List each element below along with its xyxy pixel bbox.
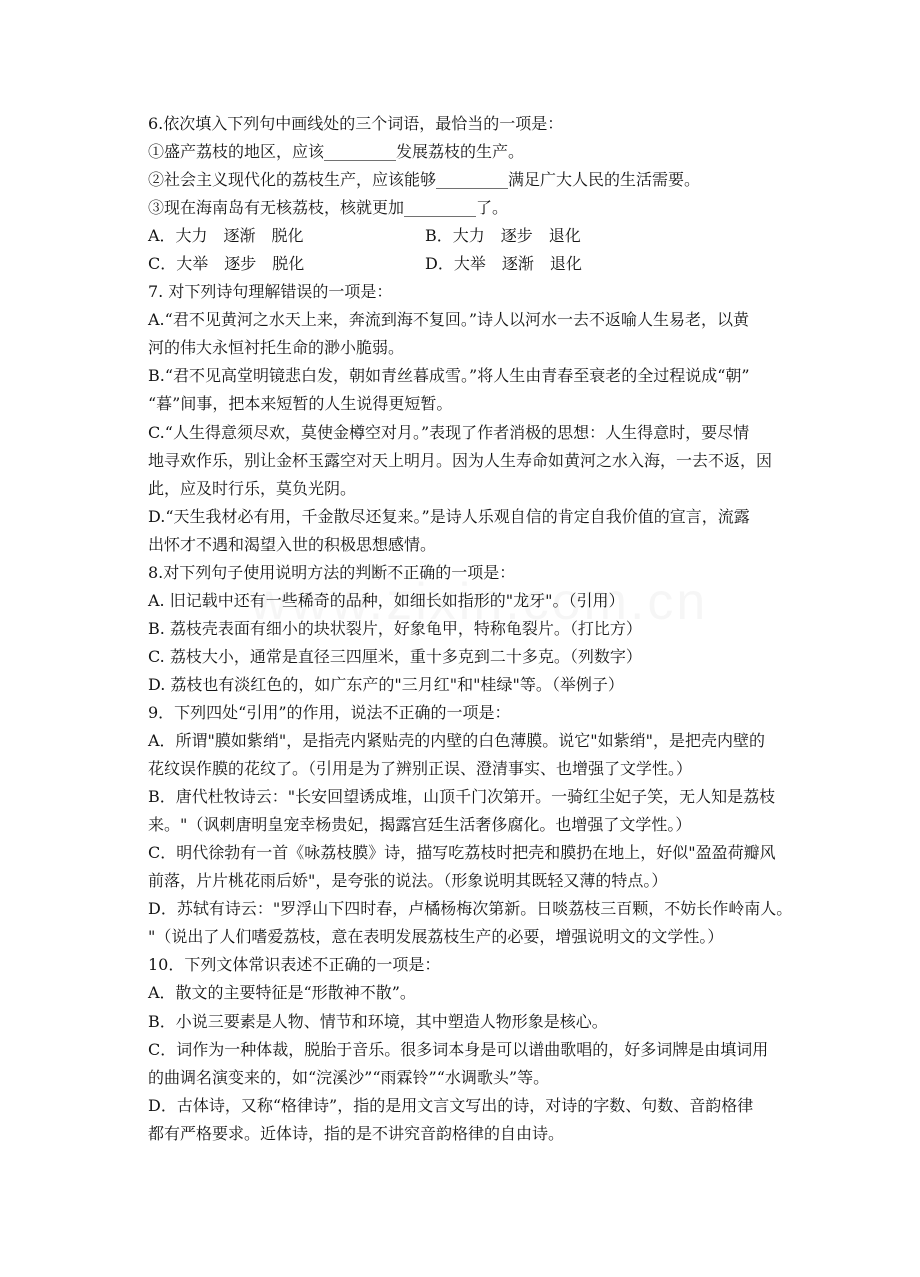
- option-choice: C．大举 逐步 脱化: [148, 254, 305, 274]
- option-line: C.“人生得意须尽欢，莫使金樽空对月。”表现了作者消极的思想：人生得意时，要尽情: [148, 422, 750, 442]
- option-row: [148, 250, 808, 278]
- option-block: [148, 979, 808, 1007]
- option-block: [148, 362, 808, 418]
- option-choice: A．大力 逐渐 脱化: [148, 226, 304, 246]
- option-line: C. 荔枝大小，通常是直径三四厘米，重十多克到二十多克。（列数字）: [148, 646, 642, 666]
- option-block: [148, 1092, 808, 1148]
- option-line: B．唐代杜牧诗云："长安回望诱成堆，山顶千门次第开。一骑红尘妃子笑，无人知是荔枝: [148, 787, 776, 807]
- option-line: 都有严格要求。近体诗，指的是不讲究音韵格律的自由诗。: [148, 1123, 565, 1143]
- option-line: 来。"（讽刺唐明皇宠幸杨贵妃，揭露宫廷生活奢侈腐化。也增强了文学性。）: [148, 815, 692, 835]
- question-stem: 9．下列四处“引用”的作用，说法不正确的一项是：: [148, 702, 511, 722]
- blank-sentence: ②社会主义现代化的荔枝生产，应该能够_________满足广大人民的生活需要。: [148, 170, 701, 190]
- option-line: C．明代徐勃有一首《咏荔枝膜》诗，描写吃荔枝时把壳和膜扔在地上，好似"盈盈荷瓣风: [148, 843, 776, 863]
- option-block: [148, 895, 808, 951]
- option-line: A．所谓"膜如紫绡"，是指壳内紧贴壳的内壁的白色薄膜。说它"如紫绡"，是把壳内壁的: [148, 731, 765, 751]
- option-block: [148, 419, 808, 503]
- option-block: [148, 306, 808, 362]
- option-line: 出怀才不遇和渴望入世的积极思想感情。: [148, 534, 437, 554]
- option-line: 此，应及时行乐，莫负光阴。: [148, 478, 357, 498]
- option-block: [148, 727, 808, 783]
- option-block: [148, 643, 808, 671]
- option-choice: B．大力 逐步 退化: [425, 226, 581, 246]
- option-line: D．古体诗，又称“格律诗”，指的是用文言文写出的诗，对诗的字数、句数、音韵格律: [148, 1095, 754, 1115]
- question-stem: 7. 对下列诗句理解错误的一项是：: [148, 282, 393, 302]
- option-block: [148, 671, 808, 699]
- option-line: 花纹误作膜的花纹了。（引用是为了辨别正误、澄清事实、也增强了文学性。）: [148, 759, 693, 779]
- option-line: 前落，片片桃花雨后娇"，是夸张的说法。（形象说明其既轻又薄的特点。）: [148, 871, 668, 891]
- question-stem: 8.对下列句子使用说明方法的判断不正确的一项是：: [148, 562, 516, 582]
- option-line: B.“君不见高堂明镜悲白发，朝如青丝暮成雪。”将人生由青春至衰老的全过程说成“朝”: [148, 366, 750, 386]
- option-line: A. 旧记载中还有一些稀奇的品种，如细长如指形的"龙牙"。（引用）: [148, 590, 625, 610]
- question-stem: 10．下列文体常识表述不正确的一项是：: [148, 955, 441, 975]
- option-line: “暮”间事，把本来短暂的人生说得更短暂。: [148, 394, 453, 414]
- option-line: A．散文的主要特征是“形散神不散”。: [148, 983, 416, 1003]
- option-line: D. 荔枝也有淡红色的，如广东产的"三月红"和"桂绿"等。（举例子）: [148, 674, 624, 694]
- option-block: [148, 1008, 808, 1036]
- option-line: C．词作为一种体裁，脱胎于音乐。很多词本身是可以谱曲歌唱的，好多词牌是由填词用: [148, 1039, 769, 1059]
- option-block: [148, 587, 808, 615]
- option-line: A.“君不见黄河之水天上来，奔流到海不复回。”诗人以河水一去不返喻人生易老，以黄: [148, 310, 750, 330]
- blank-sentence: ①盛产荔枝的地区，应该_________发展荔枝的生产。: [148, 142, 525, 162]
- question-list: [148, 110, 808, 1148]
- option-row: [148, 222, 808, 250]
- question-block: [148, 951, 808, 1147]
- question-stem: 6.依次填入下列句中画线处的三个词语，最恰当的一项是：: [148, 114, 564, 133]
- option-block: [148, 503, 808, 559]
- option-block: [148, 1036, 808, 1092]
- question-block: [148, 559, 808, 699]
- option-line: 的曲调名演变来的，如“浣溪沙”“雨霖铃”“水调歌头”等。: [148, 1067, 550, 1087]
- question-block: [148, 110, 808, 278]
- question-block: [148, 278, 808, 558]
- option-line: B. 荔枝壳表面有细小的块状裂片，好象龟甲，特称龟裂片。（打比方）: [148, 618, 642, 638]
- option-line: D．苏轼有诗云："罗浮山下四时春，卢橘杨梅次第新。日啖荔枝三百颗，不妨长作岭南人。: [148, 899, 793, 919]
- option-block: [148, 615, 808, 643]
- option-choice: D．大举 逐渐 退化: [425, 254, 582, 274]
- question-block: [148, 699, 808, 951]
- option-block: [148, 839, 808, 895]
- option-line: B．小说三要素是人物、情节和环境，其中塑造人物形象是核心。: [148, 1011, 608, 1031]
- blank-sentence: ③现在海南岛有无核荔枝，核就更加_________了。: [148, 198, 509, 218]
- option-line: D.“天生我材必有用，千金散尽还复来。”是诗人乐观自信的肯定自我价值的宣言，流露: [148, 506, 750, 526]
- option-line: "（说出了人们嗜爱荔枝，意在表明发展荔枝生产的必要，增强说明文的文学性。）: [148, 927, 724, 947]
- option-line: 地寻欢作乐，别让金杯玉露空对天上明月。因为人生寿命如黄河之水入海，一去不返，因: [148, 450, 773, 470]
- option-block: [148, 783, 808, 839]
- option-line: 河的伟大永恒衬托生命的渺小脆弱。: [148, 338, 405, 358]
